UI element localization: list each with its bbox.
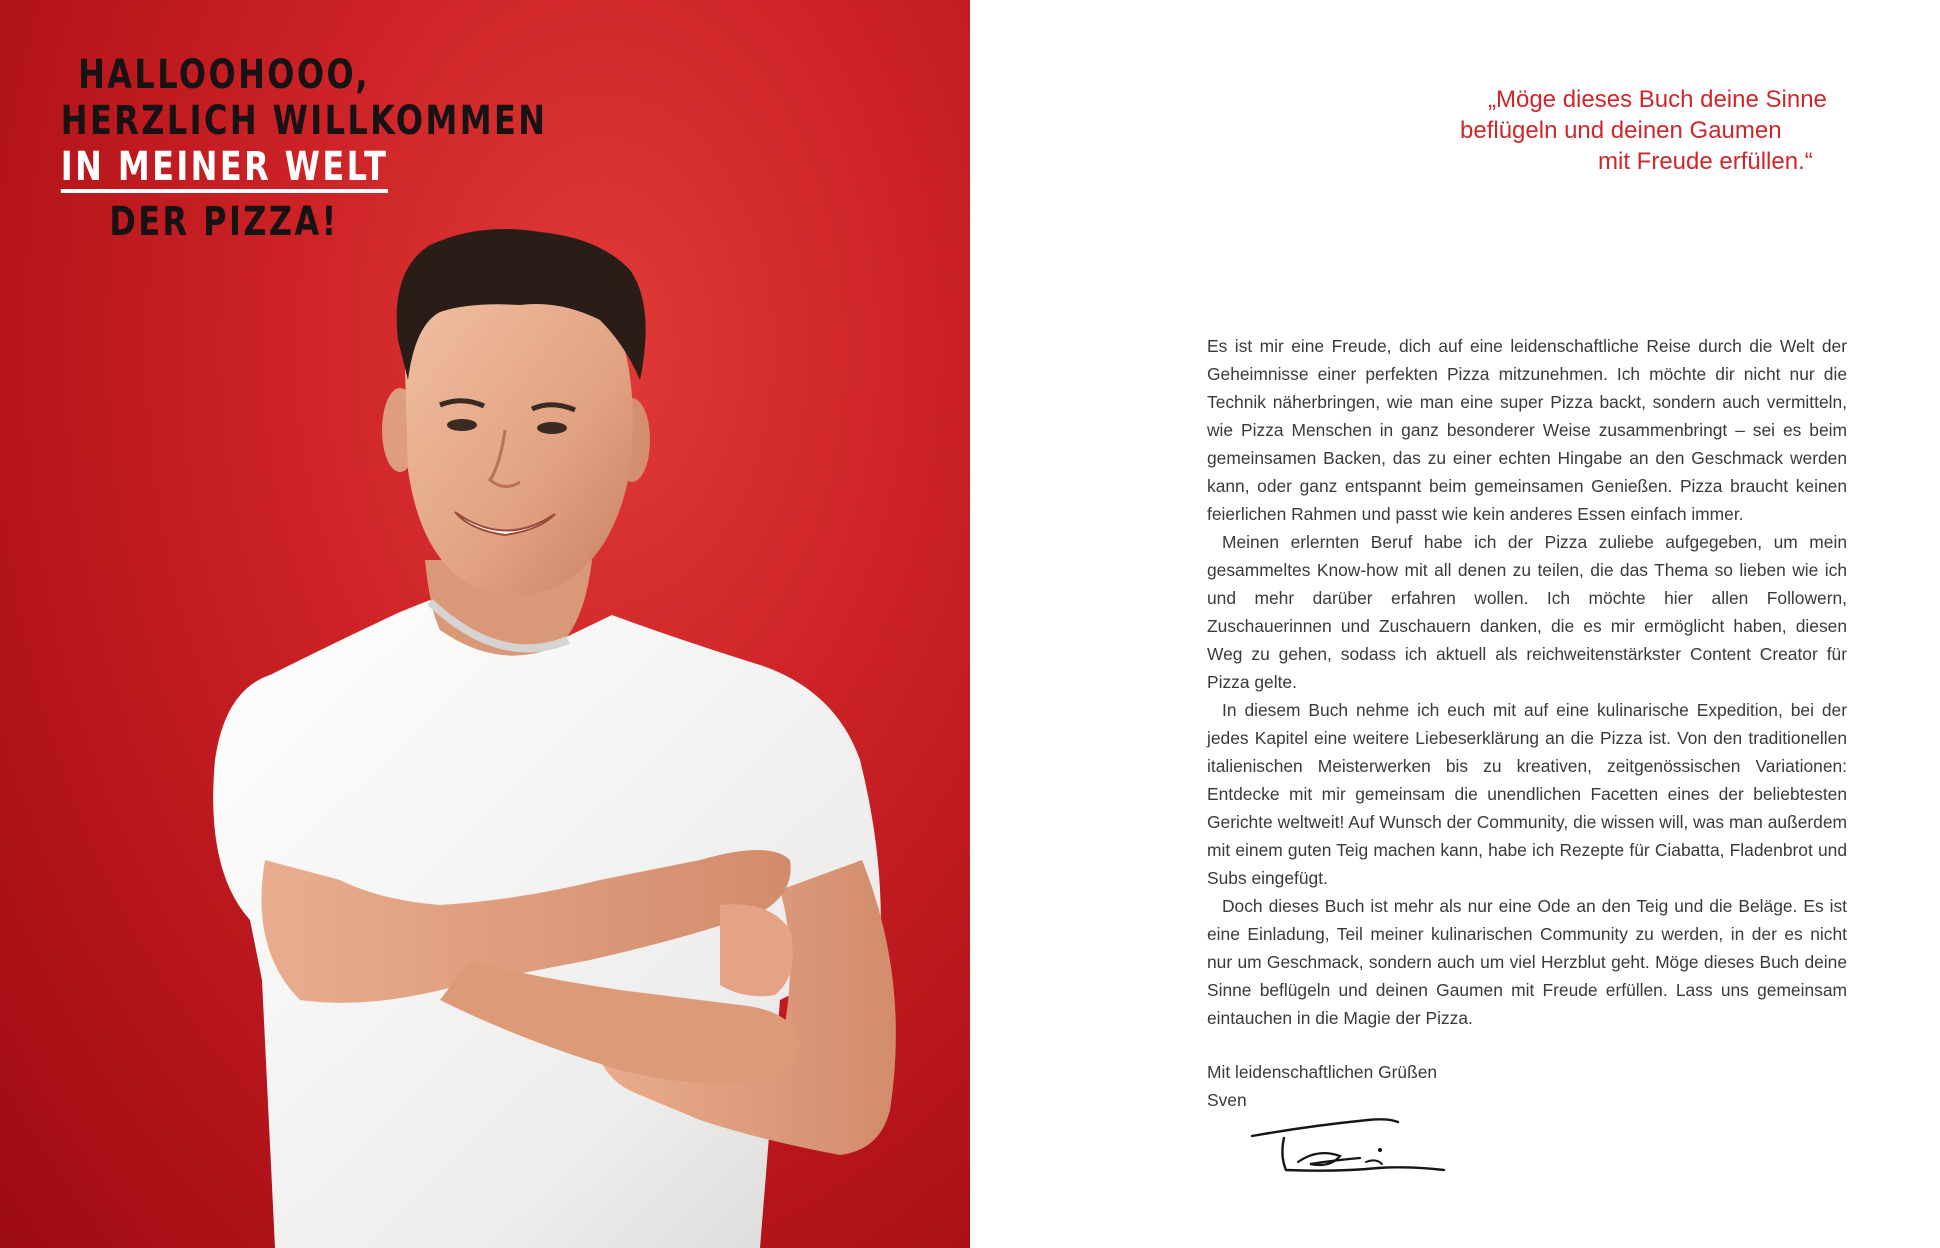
quote-line-3: mit Freude erfüllen.“	[1598, 148, 1813, 175]
paragraph-4: Doch dieses Buch ist mehr als nur eine Ode an den Teig und die Beläge. Es ist eine Einladung, Teil meiner kulinarischen Community zu werden, in der es nicht nur um Geschmack, sondern auch um viel Herzblut geht. Möge dieses Buch deine Sinne beflügeln und deinen Gaumen mit Freude erfüllen. Lass uns gemeinsam eintauchen in die Magie der Pizza.	[1207, 896, 1847, 1028]
welcome-headline	[60, 52, 548, 245]
right-page	[970, 0, 1940, 1248]
face	[405, 289, 633, 595]
headline-line-3-underlined: IN MEINER WELT	[61, 145, 389, 193]
foreword-text	[1207, 332, 1847, 1032]
closing-name: Sven	[1207, 1090, 1247, 1110]
pull-quote	[1460, 84, 1930, 177]
paragraph-2: Meinen erlernten Beruf habe ich der Pizza zuliebe aufgegeben, um mein gesammeltes Know-how mit all denen zu teilen, die das Thema so lieben wie ich und mehr darüber erfahren wollen. Ich möchte hier allen Followern, Zuschauerinnen und Zuschauern danken, die es mir ermöglicht haben, diesen Weg zu gehen, sodass ich aktuell als reichweitenstärkster Content Creator für Pizza gelte.	[1207, 532, 1847, 692]
closing-greeting: Mit leidenschaftlichen Grüßen	[1207, 1062, 1438, 1082]
paragraph-1: Es ist mir eine Freude, dich auf eine leidenschaftliche Reise durch die Welt der Geheimnisse einer perfekten Pizza mitzunehmen. Ich möchte dir nicht nur die Technik näherbringen, wie man eine super Pizza backt, sondern auch vermitteln, wie Pizza Menschen in ganz besonderer Weise zusammenbringt – sei es beim gemeinsamen Backen, das zu einer echten Hingabe an den Geschmack werden kann, oder ganz entspannt beim gemeinsamen Genießen. Pizza braucht keinen feierlichen Rahmen und passt wie kein anderes Essen einfach immer.	[1207, 336, 1847, 524]
closing	[1207, 1058, 1437, 1114]
quote-line-1: „Möge dieses Buch deine Sinne	[1488, 86, 1827, 113]
headline-line-2: HERZLICH WILLKOMMEN	[60, 98, 548, 144]
headline-line-4: DER PIZZA!	[109, 199, 339, 245]
quote-line-2: beflügeln und deinen Gaumen	[1460, 117, 1782, 144]
signature	[1248, 1112, 1448, 1182]
eye-right	[537, 422, 567, 434]
eye-left	[447, 419, 477, 431]
headline-line-1: HALLOOHOOO,	[78, 52, 370, 98]
paragraph-3: In diesem Buch nehme ich euch mit auf eine kulinarische Expedition, bei der jedes Kapitel eine weitere Liebeserklärung an die Pizza ist. Von den traditionellen italienischen Meisterwerken bis zu kreativen, zeitgenössischen Variationen: Entdecke mit mir gemeinsam die unendlichen Facetten eines der beliebtesten Gerichte weltweit! Auf Wunsch der Community, die wissen will, was man außerdem mit einem guten Teig machen kann, habe ich Rezepte für Ciabatta, Fladenbrot und Subs eingefügt.	[1207, 700, 1847, 888]
